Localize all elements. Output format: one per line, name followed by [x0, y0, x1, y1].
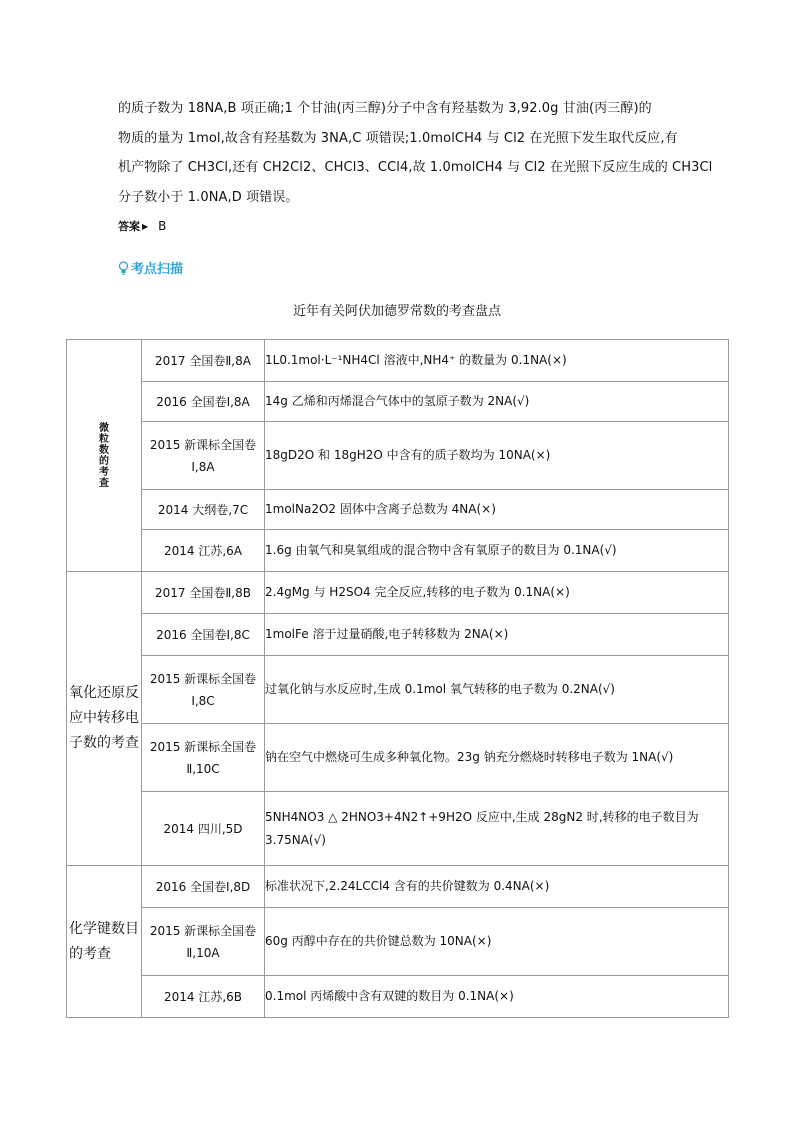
category-cell — [67, 340, 142, 572]
statement-cell: 18gD2O 和 18gH2O 中含有的质子数均为 10NA(×) — [265, 422, 729, 490]
statement-cell: 1molNa2O2 固体中含离子总数为 4NA(×) — [265, 490, 729, 530]
answer-label: 答案 — [118, 220, 140, 233]
table-row — [67, 724, 729, 792]
section-heading — [118, 258, 183, 277]
statement-cell: 2.4gMg 与 H2SO4 完全反应,转移的电子数为 0.1NA(×) — [265, 572, 729, 614]
source-cell: 2017 全国卷Ⅱ,8A — [142, 340, 265, 382]
statement-cell: 过氧化钠与水反应时,生成 0.1mol 氧气转移的电子数为 0.2NA(√) — [265, 656, 729, 724]
table-row — [67, 382, 729, 422]
statement-cell: 60g 丙醇中存在的共价键总数为 10NA(×) — [265, 908, 729, 976]
table-row — [67, 792, 729, 866]
source-cell: 2015 新课标全国卷Ⅱ,10A — [142, 908, 265, 976]
source-cell: 2014 江苏,6B — [142, 976, 265, 1018]
explanation-line: 物质的量为 1mol,故含有羟基数为 3NA,C 项错误;1.0molCH4 与 Cl2 在光照下发生取代反应,有 — [118, 130, 678, 146]
statement-cell: 5NH4NO3 △ 2HNO3+4N2↑+9H2O 反应中,生成 28gN2 时,转移的电子数目为 3.75NA(√) — [265, 792, 729, 866]
category-label: 氧化还原反应中转移电子数的考查 — [69, 685, 139, 751]
table-row — [67, 866, 729, 908]
section-title: 考点扫描 — [131, 262, 184, 277]
category-cell — [67, 866, 142, 1018]
table-row — [67, 340, 729, 382]
table-row — [67, 572, 729, 614]
explanation-paragraph — [118, 94, 713, 212]
statement-cell: 1molFe 溶于过量硝酸,电子转移数为 2NA(×) — [265, 614, 729, 656]
source-cell: 2016 全国卷Ⅰ,8A — [142, 382, 265, 422]
table-row — [67, 976, 729, 1018]
source-cell: 2015 新课标全国卷Ⅰ,8A — [142, 422, 265, 490]
table-row — [67, 490, 729, 530]
source-cell: 2016 全国卷Ⅰ,8D — [142, 866, 265, 908]
statement-cell: 1.6g 由氧气和臭氧组成的混合物中含有氧原子的数目为 0.1NA(√) — [265, 530, 729, 572]
category-label: 微粒数的考查 — [99, 422, 109, 489]
triangle-arrow-icon: ▶ — [142, 221, 149, 231]
source-cell: 2014 四川,5D — [142, 792, 265, 866]
explanation-line: 的质子数为 18NA,B 项正确;1 个甘油(丙三醇)分子中含有羟基数为 3,92.0g 甘油(丙三醇)的 — [118, 101, 652, 116]
question-review-table — [66, 339, 729, 1018]
answer-row — [118, 218, 166, 234]
category-cell — [67, 572, 142, 866]
table-caption: 近年有关阿伏加德罗常数的考查盘点 — [292, 304, 501, 319]
table-row — [67, 614, 729, 656]
table-row — [67, 530, 729, 572]
statement-cell: 0.1mol 丙烯酸中含有双键的数目为 0.1NA(×) — [265, 976, 729, 1018]
statement-cell: 1L0.1mol·L⁻¹NH4Cl 溶液中,NH4⁺ 的数量为 0.1NA(×) — [265, 340, 729, 382]
statement-cell: 标准状况下,2.24LCCl4 含有的共价键数为 0.4NA(×) — [265, 866, 729, 908]
source-cell: 2014 江苏,6A — [142, 530, 265, 572]
explanation-line: 机产物除了 CH3Cl,还有 CH2Cl2、CHCl3、CCl4,故 1.0molCH4 与 Cl2 在光照下反应生成的 CH3Cl — [118, 160, 713, 175]
table-row — [67, 422, 729, 490]
source-cell: 2015 新课标全国卷Ⅱ,10C — [142, 724, 265, 792]
source-cell: 2016 全国卷Ⅰ,8C — [142, 614, 265, 656]
statement-cell: 钠在空气中燃烧可生成多种氧化物。23g 钠充分燃烧时转移电子数为 1NA(√) — [265, 724, 729, 792]
table-row — [67, 908, 729, 976]
statement-cell: 14g 乙烯和丙烯混合气体中的氢原子数为 2NA(√) — [265, 382, 729, 422]
explanation-line: 分子数小于 1.0NA,D 项错误。 — [118, 189, 299, 205]
source-cell: 2017 全国卷Ⅱ,8B — [142, 572, 265, 614]
answer-value: B — [158, 219, 167, 233]
source-cell: 2014 大纲卷,7C — [142, 490, 265, 530]
lightbulb-icon — [118, 261, 129, 275]
table-row — [67, 656, 729, 724]
source-cell: 2015 新课标全国卷Ⅰ,8C — [142, 656, 265, 724]
category-label: 化学键数目的考查 — [69, 920, 139, 962]
